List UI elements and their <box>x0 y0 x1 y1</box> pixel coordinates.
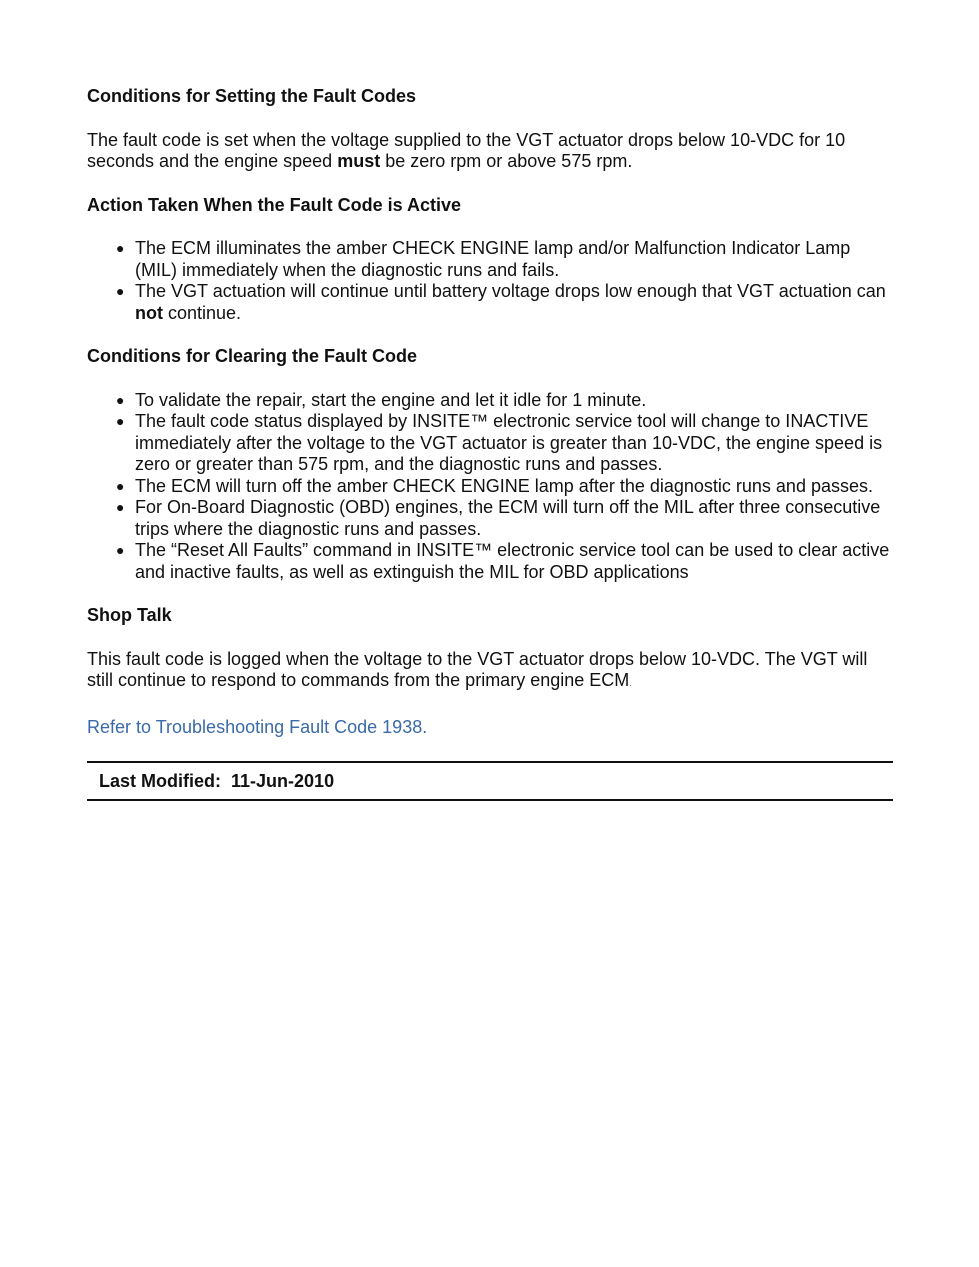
action-item-2-before: The VGT actuation will continue until battery voltage drops low enough that VGT actuation can <box>135 281 886 301</box>
shop-talk-heading: Shop Talk <box>87 605 172 625</box>
list-item <box>116 540 893 583</box>
refer-paragraph <box>87 717 893 739</box>
clearing-heading: Conditions for Clearing the Fault Code <box>87 346 417 366</box>
list-item <box>116 238 893 281</box>
setting-text-before: The fault code is set when the voltage supplied to the VGT actuator drops below 10-VDC for 10 seconds and the engine speed <box>87 129 846 171</box>
list-item <box>116 389 893 412</box>
list-item <box>116 475 893 498</box>
bullet-icon: ● <box>116 477 125 494</box>
clearing-item-3: The ECM will turn off the amber CHECK ENGINE lamp after the diagnostic runs and passes. <box>135 475 873 496</box>
last-modified-date: 11-Jun-2010 <box>231 771 335 791</box>
action-list <box>87 238 893 324</box>
action-heading: Action Taken When the Fault Code is Active <box>87 194 462 215</box>
setting-text-bold: must <box>337 151 381 171</box>
action-item-1: The ECM illuminates the amber CHECK ENGINE lamp and/or Malfunction Indicator Lamp (MIL) immediately when the diagnostic runs and fails. <box>135 238 851 280</box>
document-body <box>87 86 893 801</box>
bullet-icon: ● <box>116 240 125 256</box>
footer-last-modified <box>87 763 893 801</box>
bullet-icon: ● <box>116 283 125 299</box>
action-item-2-bold: not <box>135 302 163 323</box>
list-item <box>116 411 893 476</box>
bullet-icon: ● <box>116 499 125 515</box>
setting-text-after: be zero rpm or above 575 rpm. <box>380 151 633 171</box>
bullet-icon: ● <box>116 391 125 408</box>
list-item <box>116 497 893 540</box>
clearing-list <box>87 390 893 584</box>
bullet-icon: ● <box>116 413 125 429</box>
last-modified-label: Last Modified: <box>99 771 221 791</box>
clearing-item-2: The fault code status displayed by INSITE™ electronic service tool will change to INACTIVE immediately after the voltage to the VGT actuator is greater than 10-VDC, the engine speed is zero or greater than 575 rpm, and the diagnostic runs and passes. <box>135 411 883 474</box>
shop-talk-end: . <box>629 679 632 688</box>
shop-talk-paragraph <box>87 649 893 695</box>
action-item-2-after: continue. <box>162 302 242 323</box>
list-item <box>116 281 893 324</box>
setting-paragraph <box>87 130 893 173</box>
bullet-icon: ● <box>116 542 125 558</box>
setting-heading: Conditions for Setting the Fault Codes <box>87 86 416 106</box>
refer-link[interactable]: Refer to Troubleshooting Fault Code 1938. <box>87 716 428 737</box>
clearing-item-5: The “Reset All Faults” command in INSITE™ electronic service tool can be used to clear active and inactive faults, as well as extinguish the MIL for OBD applications <box>135 540 890 582</box>
clearing-item-1: To validate the repair, start the engine and let it idle for 1 minute. <box>135 389 647 410</box>
clearing-item-4: For On-Board Diagnostic (OBD) engines, the ECM will turn off the MIL after three consecutive trips where the diagnostic runs and passes. <box>135 497 881 539</box>
shop-talk-text: This fault code is logged when the voltage to the VGT actuator drops below 10-VDC. The VGT will still continue to respond to commands from the primary engine ECM <box>87 648 868 690</box>
